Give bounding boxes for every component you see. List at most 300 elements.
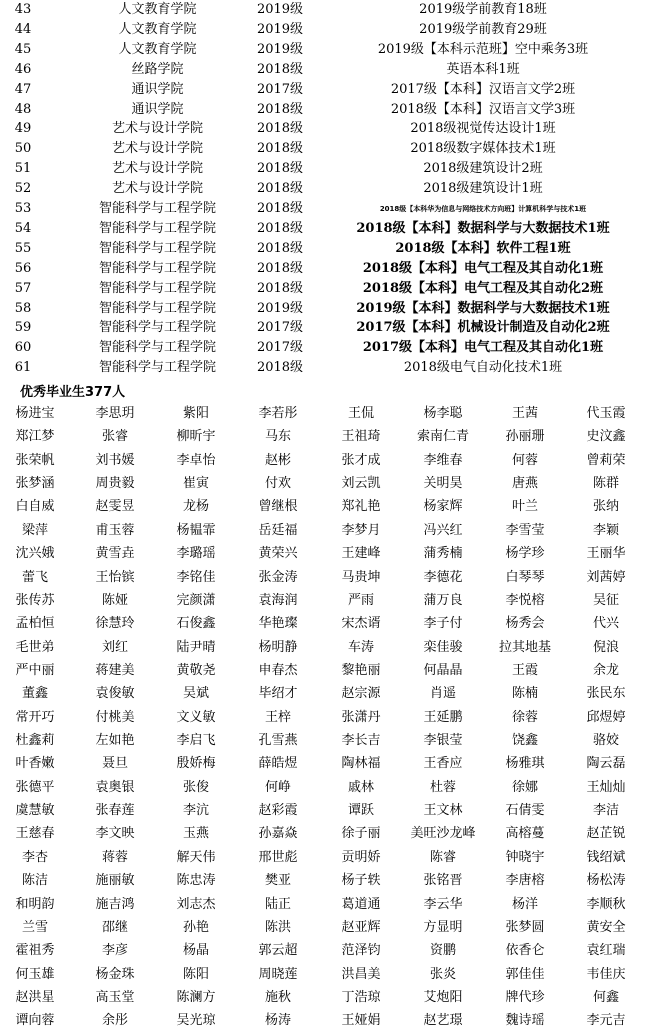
- graduate-name: 李沆: [182, 803, 209, 819]
- graduate-name: 蒋建美: [95, 662, 135, 678]
- graduate-name: 何蓉: [511, 452, 538, 468]
- class-row: [0, 100, 653, 120]
- graduate-name: 吴斌: [182, 686, 209, 702]
- graduate-row: [0, 986, 653, 1009]
- graduate-name: 张铭晋: [423, 873, 463, 889]
- class-row: [0, 299, 653, 319]
- class-row: [0, 239, 653, 259]
- graduate-name: 董鑫: [21, 686, 48, 702]
- class-name: 2018级【本科华为信息与网络技术方向班】计算机科学与技术1班: [379, 205, 587, 213]
- graduate-name: 代玉霞: [586, 406, 626, 421]
- row-number: 55: [14, 240, 32, 256]
- graduate-name: 霍祖秀: [15, 943, 55, 959]
- graduate-name: 严中丽: [15, 662, 55, 678]
- graduate-name: 赵宗源: [341, 686, 381, 702]
- college-name: 艺术与设计学院: [111, 141, 203, 157]
- graduate-name: 何峥: [264, 779, 291, 795]
- graduate-row: [0, 706, 653, 729]
- graduate-row: [0, 495, 653, 518]
- graduate-name: 李长吉: [341, 733, 381, 749]
- graduate-name: 李云华: [423, 896, 463, 912]
- graduate-name: 李洁: [592, 803, 619, 819]
- graduate-name: 何玉雄: [15, 966, 55, 982]
- graduate-name: 蒋蓉: [101, 849, 128, 865]
- graduate-name: 钟晓宇: [505, 849, 545, 865]
- graduate-name: 梁萍: [21, 522, 48, 538]
- graduate-name: 陈洪: [264, 919, 291, 935]
- class-name: 2019级【本科示范班】空中乘务3班: [377, 41, 589, 57]
- class-row: [0, 0, 653, 20]
- graduate-name: 郭佳佳: [505, 966, 545, 982]
- graduate-name: 陆尹晴: [176, 639, 216, 655]
- college-name: 智能科学与工程学院: [98, 360, 216, 376]
- college-name: 智能科学与工程学院: [98, 240, 216, 256]
- class-name: 2018级电气自动化技术1班: [403, 360, 563, 376]
- graduate-name: 张纳: [592, 499, 619, 515]
- graduate-row: [0, 799, 653, 822]
- graduate-name: 王茜: [511, 406, 538, 421]
- graduate-name: 和明韵: [15, 896, 55, 912]
- graduate-name: 刘志杰: [176, 896, 216, 912]
- graduate-name: 范泽钧: [341, 943, 381, 959]
- class-name: 2017级【本科】电气工程及其自动化1班: [362, 340, 604, 356]
- graduate-row: [0, 519, 653, 542]
- class-name: 2019级学前教育29班: [419, 21, 547, 37]
- graduate-name: 杨雅琪: [505, 756, 545, 772]
- graduate-name: 赵雯昱: [95, 499, 135, 515]
- graduate-row: [0, 402, 653, 425]
- graduate-name: 张睿: [101, 429, 128, 445]
- graduate-name: 崔寅: [182, 476, 209, 492]
- graduate-name: 张梦涵: [15, 476, 55, 492]
- graduate-name: 栾佳骏: [423, 639, 463, 655]
- graduate-name: 王灿灿: [586, 779, 626, 795]
- grade-year: 2018级: [256, 121, 304, 137]
- class-row: [0, 259, 653, 279]
- graduate-name: 李文映: [95, 826, 135, 842]
- class-name: 2019级【本科】数据科学与大数据技术1班: [356, 300, 610, 316]
- class-row: [0, 358, 653, 378]
- graduate-name: 史汶鑫: [586, 429, 626, 445]
- graduate-name: 刘书媛: [95, 452, 135, 468]
- graduate-name: 贡明娇: [341, 849, 381, 865]
- graduate-name: 邢世彪: [258, 849, 298, 865]
- graduate-name: 王丽华: [586, 546, 626, 562]
- college-name: 人文教育学院: [118, 41, 197, 57]
- class-name: 2018级建筑设计1班: [423, 181, 543, 197]
- graduate-name: 陈洁: [21, 873, 48, 889]
- graduate-name: 张才成: [341, 452, 381, 468]
- graduate-name: 紫阳: [182, 406, 209, 421]
- row-number: 56: [14, 260, 32, 276]
- class-row: [0, 80, 653, 100]
- graduate-row: [0, 472, 653, 495]
- graduate-name: 张德平: [15, 779, 55, 795]
- graduate-name: 李维春: [423, 452, 463, 468]
- graduate-name: 王侃: [347, 406, 374, 421]
- graduate-name: 蒲万良: [423, 592, 463, 608]
- graduate-name: 杨洋: [511, 896, 538, 912]
- graduate-name: 申春杰: [258, 662, 298, 678]
- graduate-name: 薛皓煜: [258, 756, 298, 772]
- grade-year: 2018级: [256, 101, 304, 117]
- graduate-name: 王文林: [423, 803, 463, 819]
- class-name: 2018级【本科】汉语言文学3班: [390, 101, 576, 117]
- graduate-row: [0, 822, 653, 845]
- graduate-name: 李杏: [21, 849, 48, 865]
- graduate-name: 李唐榕: [505, 873, 545, 889]
- class-name: 2018级建筑设计2班: [423, 161, 543, 177]
- graduate-name: 李德花: [423, 569, 463, 585]
- graduate-name: 陈群: [592, 476, 619, 492]
- graduate-name: 高榕蔓: [505, 826, 545, 842]
- class-name: 2018级【本科】软件工程1班: [395, 240, 571, 256]
- graduate-name: 徐慧玲: [95, 616, 135, 632]
- graduate-name: 唐燕: [511, 476, 538, 492]
- graduate-name: 张潇丹: [341, 709, 381, 725]
- class-row: [0, 338, 653, 358]
- graduate-row: [0, 893, 653, 916]
- college-name: 艺术与设计学院: [111, 181, 203, 197]
- graduate-name: 甫玉蓉: [95, 522, 135, 538]
- graduate-name: 牌代珍: [505, 989, 545, 1005]
- grade-year: 2018级: [256, 360, 304, 376]
- graduate-name: 韦佳庆: [586, 966, 626, 982]
- graduate-name: 陶云磊: [586, 756, 626, 772]
- graduate-row: [0, 449, 653, 472]
- graduate-name: 叶香嫩: [15, 756, 55, 772]
- graduate-name: 葛道通: [341, 896, 381, 912]
- grade-year: 2018级: [256, 181, 304, 197]
- graduate-name: 曾莉荣: [586, 452, 626, 468]
- graduate-name: 李梦月: [341, 522, 381, 538]
- graduate-name: 杨家辉: [423, 499, 463, 515]
- graduate-row: [0, 589, 653, 612]
- graduate-name: 陈睿: [429, 849, 456, 865]
- graduate-name: 刘红: [101, 639, 128, 655]
- graduate-name: 石俊鑫: [176, 616, 216, 632]
- graduate-name: 张梦圆: [505, 919, 545, 935]
- graduate-name: 杨金珠: [95, 966, 135, 982]
- graduate-row: [0, 846, 653, 869]
- graduate-name: 杜蓉: [429, 779, 456, 795]
- graduate-name: 张荣帆: [15, 452, 55, 468]
- row-number: 44: [14, 21, 32, 37]
- graduate-name: 杨进宝: [15, 406, 55, 421]
- graduate-name: 孙嘉焱: [258, 826, 298, 842]
- grade-year: 2017级: [256, 81, 304, 97]
- graduate-row: [0, 869, 653, 892]
- graduate-row: [0, 963, 653, 986]
- graduate-row: [0, 1009, 653, 1032]
- graduate-name: 王慈春: [15, 826, 55, 842]
- graduate-name: 魏诗瑶: [505, 1013, 545, 1029]
- graduate-name: 李璐瑶: [176, 546, 216, 562]
- class-row: [0, 179, 653, 199]
- graduate-name: 刘茜婷: [586, 569, 626, 585]
- graduate-name: 钱绍斌: [586, 849, 626, 865]
- graduate-name: 张春莲: [95, 803, 135, 819]
- graduate-name: 倪浪: [592, 639, 619, 655]
- graduate-name: 何晶晶: [423, 662, 463, 678]
- class-name: 2018级【本科】数据科学与大数据技术1班: [356, 220, 610, 236]
- college-name: 艺术与设计学院: [111, 161, 203, 177]
- graduate-name: 方显明: [423, 919, 463, 935]
- college-name: 人文教育学院: [118, 21, 197, 37]
- college-name: 艺术与设计学院: [111, 121, 203, 137]
- graduate-name: 美旺沙龙峰: [410, 826, 476, 842]
- graduate-name: 毕绍才: [258, 686, 298, 702]
- college-name: 智能科学与工程学院: [98, 300, 216, 316]
- graduate-name: 岳廷福: [258, 522, 298, 538]
- graduate-name: 杨晶: [182, 943, 209, 959]
- graduate-name: 王祖琦: [341, 429, 381, 445]
- graduate-name: 严雨: [347, 592, 374, 608]
- graduate-name: 陈忠涛: [176, 873, 216, 889]
- grade-year: 2017级: [256, 320, 304, 336]
- graduate-name: 蒲秀楠: [423, 546, 463, 562]
- graduate-name: 完颜潇: [176, 592, 216, 608]
- graduate-name: 张金涛: [258, 569, 298, 585]
- grade-year: 2018级: [256, 61, 304, 77]
- graduates-title: 优秀毕业生377人: [20, 385, 126, 400]
- graduate-name: 王怡镔: [95, 569, 135, 585]
- class-name: 2018级视觉传达设计1班: [410, 121, 556, 137]
- graduate-name: 吴征: [592, 592, 619, 608]
- graduate-name: 袁俊敏: [95, 686, 135, 702]
- class-name: 2018级数字媒体技术1班: [410, 141, 556, 157]
- class-row: [0, 139, 653, 159]
- college-name: 通识学院: [131, 81, 184, 97]
- graduate-name: 杨学珍: [505, 546, 545, 562]
- graduate-name: 赵彩霞: [258, 803, 298, 819]
- graduate-name: 施秋: [264, 989, 291, 1005]
- graduate-row: [0, 939, 653, 962]
- graduate-row: [0, 682, 653, 705]
- row-number: 58: [14, 300, 32, 316]
- graduate-name: 谭向蓉: [15, 1013, 55, 1029]
- graduate-name: 王娅娟: [341, 1013, 381, 1029]
- row-number: 54: [14, 220, 32, 236]
- graduate-name: 黄荣兴: [258, 546, 298, 562]
- graduate-name: 戚林: [347, 779, 374, 795]
- grade-year: 2018级: [256, 220, 304, 236]
- graduate-name: 杜鑫莉: [15, 733, 55, 749]
- row-number: 45: [14, 41, 32, 57]
- row-number: 48: [14, 101, 32, 117]
- graduate-name: 马贵坤: [341, 569, 381, 585]
- graduate-name: 付桃美: [95, 709, 135, 725]
- class-name: 2017级【本科】汉语言文学2班: [390, 81, 576, 97]
- class-name: 2017级【本科】机械设计制造及自动化2班: [356, 320, 610, 336]
- class-row: [0, 219, 653, 239]
- graduate-name: 李铭佳: [176, 569, 216, 585]
- grade-year: 2018级: [256, 161, 304, 177]
- graduate-name: 丁浩琼: [341, 989, 381, 1005]
- graduate-name: 王香应: [423, 756, 463, 772]
- graduate-name: 何鑫: [592, 989, 619, 1005]
- grade-year: 2018级: [256, 280, 304, 296]
- graduate-row: [0, 752, 653, 775]
- graduate-name: 蕾飞: [21, 569, 48, 585]
- class-row: [0, 60, 653, 80]
- graduate-name: 依香仑: [505, 943, 545, 959]
- graduate-name: 孙丽珊: [505, 429, 545, 445]
- graduate-name: 陈楠: [511, 686, 538, 702]
- graduate-name: 陈澜方: [176, 989, 216, 1005]
- graduate-name: 周贵毅: [95, 476, 135, 492]
- graduate-name: 索南仁青: [416, 429, 469, 445]
- graduate-name: 文义敏: [176, 709, 216, 725]
- graduate-name: 李子付: [423, 616, 463, 632]
- grade-year: 2017级: [256, 340, 304, 356]
- row-number: 59: [14, 320, 32, 336]
- class-row: [0, 119, 653, 139]
- class-name: 2018级【本科】电气工程及其自动化2班: [362, 280, 604, 296]
- graduate-name: 吴光琼: [176, 1013, 216, 1029]
- graduate-name: 赵艺璟: [423, 1013, 463, 1029]
- graduate-name: 车涛: [347, 639, 374, 655]
- graduate-name: 余龙: [592, 662, 619, 678]
- graduate-row: [0, 729, 653, 752]
- grade-year: 2018级: [256, 240, 304, 256]
- row-number: 53: [14, 201, 32, 216]
- graduate-name: 李思玥: [95, 406, 135, 421]
- graduate-name: 常开巧: [15, 709, 55, 725]
- graduate-name: 李彦: [101, 943, 128, 959]
- graduate-name: 洪昌美: [341, 966, 381, 982]
- college-name: 智能科学与工程学院: [98, 220, 216, 236]
- graduate-name: 郑礼艳: [341, 499, 381, 515]
- row-number: 47: [14, 81, 32, 97]
- graduate-name: 袁红瑞: [586, 943, 626, 959]
- graduate-name: 石倩雯: [505, 803, 545, 819]
- class-name: 2018级【本科】电气工程及其自动化1班: [362, 260, 604, 276]
- graduate-name: 李元吉: [586, 1013, 626, 1029]
- graduate-row: [0, 916, 653, 939]
- graduate-name: 郑江梦: [15, 429, 55, 445]
- graduate-name: 李卓怡: [176, 452, 216, 468]
- graduate-name: 李雪莹: [505, 522, 545, 538]
- row-number: 51: [14, 161, 32, 177]
- graduate-name: 王梓: [264, 709, 291, 725]
- graduate-name: 殷娇梅: [176, 756, 216, 772]
- college-name: 通识学院: [131, 101, 184, 117]
- graduate-name: 玉燕: [182, 826, 209, 842]
- graduate-name: 杨松涛: [586, 873, 626, 889]
- class-row: [0, 40, 653, 60]
- row-number: 60: [14, 340, 32, 356]
- graduate-name: 高玉堂: [95, 989, 135, 1005]
- graduate-name: 王延鹏: [423, 709, 463, 725]
- graduate-name: 白琴琴: [505, 569, 545, 585]
- class-name: 2019级学前教育18班: [419, 2, 547, 17]
- graduate-name: 李悦榕: [505, 592, 545, 608]
- graduate-name: 杨李聪: [423, 406, 463, 421]
- graduate-name: 宋杰谞: [341, 616, 381, 632]
- graduate-name: 柳昕宇: [176, 429, 216, 445]
- graduate-name: 赵亚辉: [341, 919, 381, 935]
- graduate-row: [0, 776, 653, 799]
- graduate-name: 孟柏恒: [15, 616, 55, 632]
- graduate-name: 毛世弟: [15, 639, 55, 655]
- graduate-name: 白自威: [15, 499, 55, 515]
- graduate-name: 邱煜婷: [586, 709, 626, 725]
- graduate-name: 虞慧敏: [15, 803, 55, 819]
- college-name: 智能科学与工程学院: [98, 280, 216, 296]
- graduate-row: [0, 636, 653, 659]
- graduate-name: 余彤: [101, 1013, 128, 1029]
- college-name: 智能科学与工程学院: [98, 340, 216, 356]
- graduate-row: [0, 659, 653, 682]
- graduate-name: 孔雪燕: [258, 733, 298, 749]
- graduate-name-grid: [0, 402, 653, 1033]
- graduate-name: 张俊: [182, 779, 209, 795]
- graduate-name: 张民东: [586, 686, 626, 702]
- graduate-name: 陶林福: [341, 756, 381, 772]
- graduate-name: 赵洪星: [15, 989, 55, 1005]
- row-number: 57: [14, 280, 32, 296]
- graduate-name: 王霞: [511, 662, 538, 678]
- grade-year: 2019级: [256, 21, 304, 37]
- graduate-name: 饶鑫: [511, 733, 538, 749]
- graduate-name: 代兴: [592, 616, 619, 632]
- graduate-name: 邵继: [101, 919, 128, 935]
- graduate-name: 华艳璨: [258, 616, 298, 632]
- graduate-name: 杨涛: [264, 1013, 291, 1029]
- college-name: 智能科学与工程学院: [98, 201, 216, 216]
- graduate-name: 张传苏: [15, 592, 55, 608]
- row-number: 50: [14, 141, 32, 157]
- graduate-name: 付欢: [264, 476, 291, 492]
- graduate-name: 资鹏: [429, 943, 456, 959]
- graduate-name: 樊亚: [264, 873, 291, 889]
- graduate-name: 黄雪垚: [95, 546, 135, 562]
- class-row: [0, 20, 653, 40]
- graduate-name: 兰雪: [21, 919, 48, 935]
- grade-year: 2018级: [256, 141, 304, 157]
- graduate-name: 马东: [264, 429, 291, 445]
- grade-year: 2019级: [256, 41, 304, 57]
- graduate-name: 周晓莲: [258, 966, 298, 982]
- graduate-name: 李顺秋: [586, 896, 626, 912]
- graduate-name: 赵彬: [264, 452, 291, 468]
- graduate-name: 刘云凯: [341, 476, 381, 492]
- graduate-name: 冯兴红: [423, 522, 463, 538]
- graduate-name: 王建峰: [341, 546, 381, 562]
- graduate-row: [0, 542, 653, 565]
- grade-year: 2018级: [256, 201, 304, 216]
- graduate-name: 徐蓉: [511, 709, 538, 725]
- graduate-row: [0, 566, 653, 589]
- row-number: 49: [14, 121, 32, 137]
- graduate-name: 徐子丽: [341, 826, 381, 842]
- graduate-name: 关明昊: [423, 476, 463, 492]
- graduate-name: 李颖: [592, 522, 619, 538]
- graduate-row: [0, 425, 653, 448]
- graduate-name: 杨韫霏: [176, 522, 216, 538]
- graduate-name: 陈阳: [182, 966, 209, 982]
- graduate-row: [0, 612, 653, 635]
- graduate-name: 解天伟: [176, 849, 216, 865]
- graduate-name: 李启飞: [176, 733, 216, 749]
- graduate-name: 张炎: [429, 966, 456, 982]
- graduate-name: 赵芷锐: [586, 826, 626, 842]
- graduate-name: 孙艳: [182, 919, 209, 935]
- grade-year: 2019级: [256, 2, 304, 17]
- row-number: 52: [14, 181, 32, 197]
- graduate-name: 杨明静: [258, 639, 298, 655]
